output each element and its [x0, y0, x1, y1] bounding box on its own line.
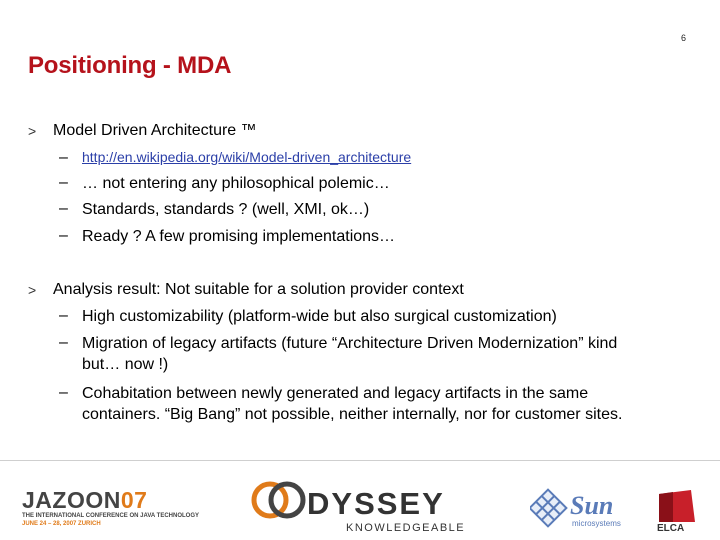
bullet-marker: > — [28, 123, 37, 139]
bullet-1-sub-3: Standards, standards ? (well, XMI, ok…) — [82, 201, 370, 218]
bullet-2-sub-3-line-1: Cohabitation between newly generated and legacy artifacts in the same — [82, 385, 589, 402]
bullet-2-sub-3 — [82, 383, 622, 425]
slide-title: Positioning - MDA — [28, 52, 232, 79]
bullet-1-sub-2: … not entering any philosophical polemic… — [82, 175, 390, 192]
sun-logo — [530, 486, 630, 531]
sun-diamond-icon — [530, 490, 566, 527]
dash-marker: – — [59, 334, 68, 351]
page-number: 6 — [681, 33, 687, 43]
jazoon-tagline: THE INTERNATIONAL CONFERENCE ON JAVA TECHNOLOGY — [22, 513, 200, 519]
dash-marker: – — [59, 174, 68, 191]
elca-logo — [655, 490, 695, 532]
bullet-2-text: Analysis result: Not suitable for a solution provider context — [53, 281, 464, 298]
odyssey-tagline: KNOWLEDGEABLE — [346, 522, 465, 534]
bullet-2-sub-2 — [82, 333, 617, 375]
sun-name: Sun — [570, 491, 614, 520]
bullet-2-sub-2-line-1: Migration of legacy artifacts (future “Architecture Driven Modernization” kind — [82, 335, 618, 352]
wikipedia-link[interactable]: http://en.wikipedia.org/wiki/Model-driven_architecture — [82, 149, 412, 165]
jazoon-name: JAZOON — [22, 487, 121, 513]
odyssey-name: DYSSEY — [307, 486, 445, 521]
bullet-1-sub-1 — [82, 147, 411, 168]
dash-marker: – — [59, 149, 68, 166]
footer-divider — [0, 460, 720, 461]
dash-marker: – — [59, 227, 68, 244]
bullet-marker: > — [28, 282, 37, 298]
dash-marker: – — [59, 307, 68, 324]
jazoon-dates: JUNE 24 – 28, 2007 ZURICH — [22, 521, 101, 527]
bullet-2-sub-2-line-2: but… now !) — [82, 356, 169, 373]
bullet-2-sub-1: High customizability (platform-wide but also surgical customization) — [82, 308, 557, 325]
bullet-1-text: Model Driven Architecture ™ — [53, 122, 257, 139]
sun-sub: microsystems — [572, 519, 621, 528]
odyssey-logo — [250, 476, 465, 534]
elca-name: ELCA — [657, 523, 685, 532]
jazoon-logo — [22, 488, 200, 530]
dash-marker: – — [59, 384, 68, 401]
bullet-1-sub-4: Ready ? A few promising implementations… — [82, 228, 396, 245]
dash-marker: – — [59, 200, 68, 217]
bullet-2-sub-3-line-2: containers. “Big Bang” not possible, neither internally, nor for customer sites. — [82, 406, 623, 423]
jazoon-year: 07 — [120, 487, 148, 513]
